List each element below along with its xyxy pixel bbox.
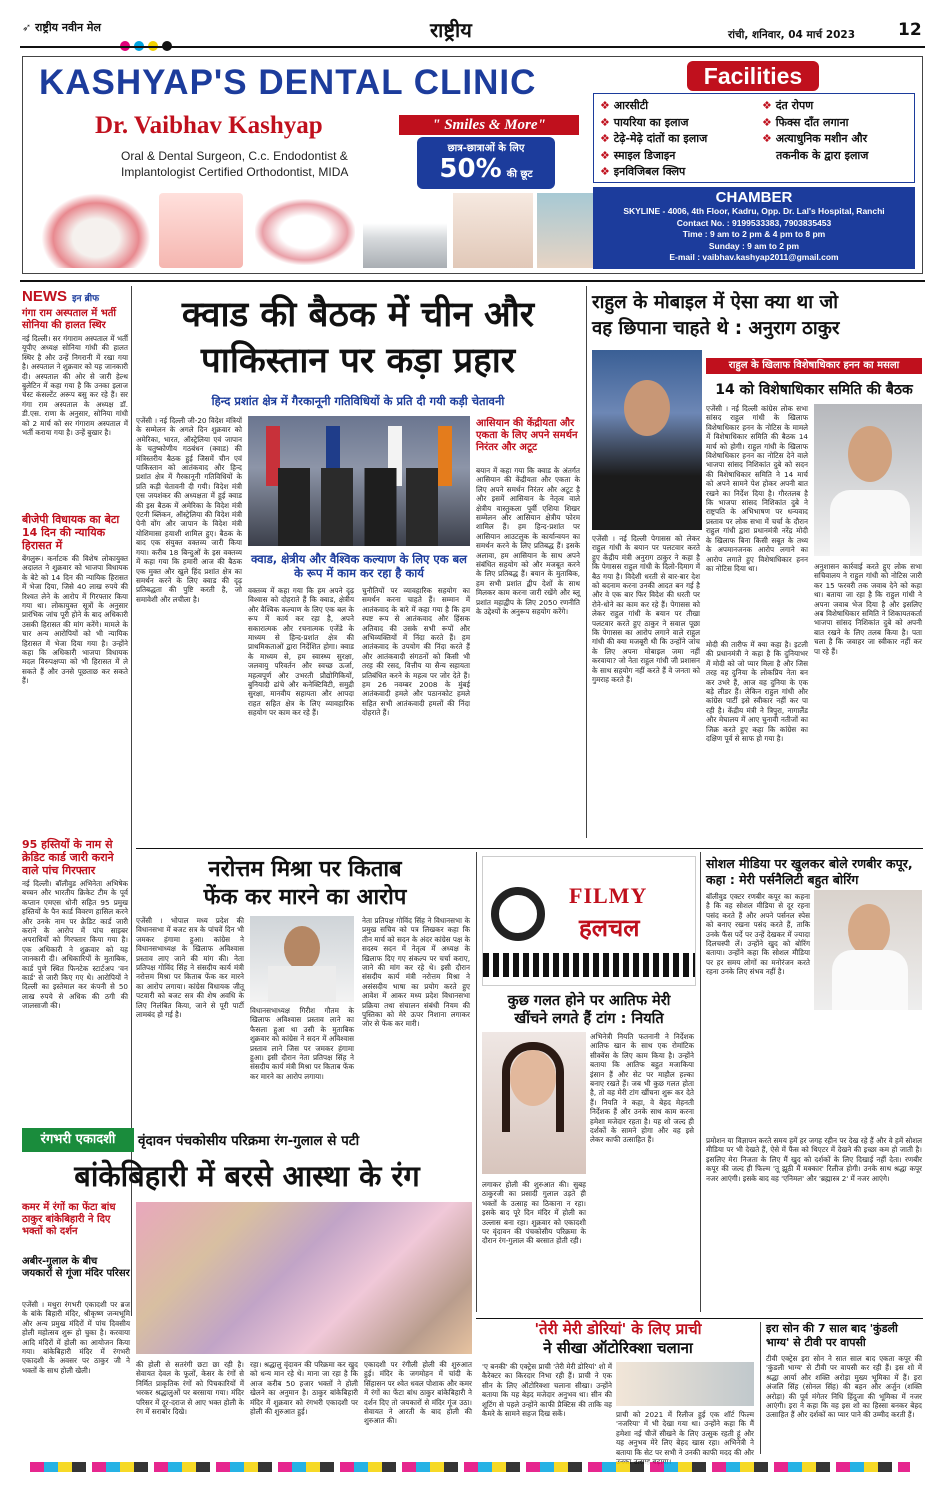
facility-item: ❖ इनविजिबल क्लिप xyxy=(600,165,686,178)
credentials-line-1: Oral & Dental Surgeon, C.c. Endodontist & xyxy=(121,149,348,163)
facility-item: ❖ पायरिया का इलाज xyxy=(600,115,689,129)
offer-box xyxy=(417,137,555,189)
auto-headline: 'तेरी मेरी डोरियां' के लिए प्राची ने सीखा ऑटोरिक्शा चलाना xyxy=(534,1320,702,1357)
narottam-body-col1: एजेंसी । भोपाल मध्य प्रदेश की विधानसभा में बजट सत्र के पांचवें दिन भी जमकर हंगामा हुआ। कांग्रेस ने विधानसभाध्यक्ष के खिलाफ अविश्वास प्रस्ताव लाए जाने की मांग की। नेता प्रतिपक्ष गोविंद सिंह ने संसदीय कार्य मंत्री नरोत्तम मिश्रा पर किताब फेंक कर मारने का आरोप लगाया। कांग्रेस विधायक जीतू पटवारी को बजट सत्र की शेष अवधि के लिए निलंबित किया, जाने से पूरी पार्टी लामबंद हो गई है। xyxy=(136,916,244,1020)
brief-headline: गंगा राम अस्पताल में भर्ती सोनिया की हालत स्थिर xyxy=(22,308,117,331)
halchal-badge: हलचल xyxy=(579,914,640,942)
holi-crowd-photo xyxy=(136,1202,472,1354)
brief-text: नई दिल्ली। सर गंगाराम अस्पताल में भर्ती यूपीए अध्यक्ष सोनिया गांधी की हालत स्थिर है और उन्हें निगरानी में रखा गया है। अस्पताल ने शुक्रवार को यह जानकारी दी। अस्पताल की ओर से जारी हेल्थ बुलेटिन में कहा गया है कि उनका इलाज चेस्ट कंसल्टेंट अरूप बसु कर रहे हैं। सर गंगा राम अस्पताल के अध्यक्ष डॉ. डी.एस. राणा के अनुसार, सोनिया गांधी को 2 मार्च को सर गंगाराम अस्पताल में भर्ती कराया गया है। उन्हें बुखार है। xyxy=(22,334,128,438)
banke-body-col2: की होली से सतरंगी छटा छा रही है। सेवायत देवल के फूलों, केसर के रंगों से निर्मित प्राकृतिक रंगों को पिचकारियों में भरकर श्रद्धालुओं पर बरसाया गया। मंदिर परिसर में दूर-दराज से आए भक्त होली के रंग में सराबोर दिखे। xyxy=(136,1360,244,1417)
quad-headline: क्वाड की बैठक में चीन और पाकिस्तान पर कड़ा प्रहार xyxy=(181,295,535,381)
masthead-center-title: राष्ट्रीय xyxy=(430,18,472,42)
ad-tagline: " Smiles & More" xyxy=(399,115,579,135)
page-number: 12 xyxy=(898,20,922,40)
teeth-closeup-image xyxy=(453,193,533,268)
narottam-mishra-photo xyxy=(250,916,354,1002)
clinic-name: KASHYAP'S DENTAL CLINIC xyxy=(39,63,537,102)
chamber-line: Contact No. : 9199533383, 7903835453 xyxy=(676,217,832,228)
film-strip xyxy=(483,953,695,977)
quad-ministers-photo xyxy=(248,416,470,546)
quad-body-col4: बयान में कहा गया कि क्वाड के अंतर्गत आसियान की केंद्रीयता और एकता के लिए अपने समर्थन निरंतर और अटूट है और इसमें आसियान के नेतृत्व वाले क्षेत्रीय वास्तुकला पूर्वी एशिया शिखर सम्मेलन और आसियान क्षेत्रीय फोरम शामिल हैं। हम हिन्द-प्रशांत पर आसियान आउटलुक के कार्यान्वयन का समर्थन करने के लिए प्रतिबद्ध हैं। इसके अलावा, हम आसियान के साथ अपने संबंधित सहयोग को और मजबूत करने के लिए प्रतिबद्ध हैं। बयान के मुताबिक, हम सभी प्रशांत द्वीप देशों के साथ मिलकर काम करना जारी रखेंगे और ब्लू प्रशांत महाद्वीप के लिए 2050 रणनीति के उद्देश्यों के अनुरूप सहयोग करेंगे। xyxy=(476,466,580,617)
rahul-red-tag: राहुल के खिलाफ विशेषाधिकार हनन का मसला xyxy=(706,358,922,374)
ranbir-kapoor-photo xyxy=(814,890,922,1010)
banke-body-col5: लगाकर होली की शुरुआत की। सुबह ठाकुरजी का प्रसादी गुलाल उड़ते ही भक्तों के उत्साह का ठिकाना न रहा। इसके बाद पूरे दिन मंदिर में होली का उल्लास बना रहा। शुक्रवार को एकादशी पर वृंदावन की पंचकोसीय परिक्रमा के दौरान रंग-गुलाल की बरसात होती रही। xyxy=(482,1180,586,1246)
rahul-headline: राहुल के मोबाइल में ऐसा क्या था जो वह छिपाना चाहते थे : अनुराग ठाकुर xyxy=(592,292,840,339)
niyati-photo xyxy=(482,1032,586,1174)
dentures-image xyxy=(41,193,151,268)
facility-item: तकनीक के द्वारा इलाज xyxy=(776,148,869,162)
facilities-title: Facilities xyxy=(687,61,819,91)
chamber-line: Time : 9 am to 2 pm & 4 pm to 8 pm xyxy=(682,229,826,239)
credentials-line-2: Implantologist Certified Orthodontist, MIDA xyxy=(121,165,349,179)
masthead-date: रांची, शनिवार, 04 मार्च 2023 xyxy=(728,29,856,41)
brief-text: नई दिल्ली। बॉलीवुड अभिनेता अभिषेक बच्चन और भारतीय क्रिकेट टीम के पूर्व कप्तान एमएस धोनी सहित 95 प्रमुख हस्तियों के पैन कार्ड विवरण हासिल करने और उनके नाम पर क्रेडिट कार्ड जारी कराने के आरोप में पांच साइबर अपराधियों को गिरफ्तार किया गया है। एक अधिकारी ने शुक्रवार को यह जानकारी दी। अधिकारियों के मुताबिक, कार्ड पुणे स्थित फिनटेक स्टार्टअप 'वन कार्ड' से जारी किए गए थे। आरोपियों ने दिल्ली का इस्तेमाल कर कंपनी से 50 लाख रुपये से अधिक की ठगी की जालसाजी की। xyxy=(22,879,128,1011)
facilities-right-list xyxy=(762,98,868,164)
banke-side-head-2: अबीर-गुलाल के बीच जयकारों से गूंजा मंदिर परिसर xyxy=(22,1256,130,1279)
rahul-body-col1: एजेंसी । नई दिल्ली पेगासस को लेकर राहुल गांधी के बयान पर पलटवार करते हुए केंद्रीय मंत्री अनुराग ठाकुर ने कहा है कि पेगासस राहुल गांधी के दिलो-दिमाग में बैठ गया है। विदेशी धरती से बार-बार देश को बदनाम करना उनकी आदत बन गई है और वे एक बार फिर विदेश की धरती पर रोने-धोने का काम कर रहे हैं। पेगासस को लेकर राहुल गांधी के बयान पर तीखा पलटवार करते हुए ठाकुर ने सवाल पूछा कि पेगासस का आरोप लगाने वाले राहुल गांधी की क्या मजबूरी थी कि उन्होंने जांच के लिए अपना मोबाइल जमा नहीं करवाया? जो नेता राहुल गांधी जी प्रशासन के साथ सहयोग नहीं करते हैं वे जनता को गुमराह करते हैं। xyxy=(592,534,700,685)
quad-subhead: हिन्द प्रशांत क्षेत्र में गैरकानूनी गतिविधियों के प्रति दी गयी कड़ी चेतावनी xyxy=(211,394,505,408)
auto-body-col1: 'ए बनकी' की एक्ट्रेस प्राची 'तेरी मेरी डोरियां' शो में कैरेक्टर का किरदार निभा रही हैं। प्राची ने एक सीन के लिए ऑटोरिक्शा चलाना सीखा। उन्होंने बताया कि यह बेहद मजेदार अनुभव था। सीन की शूटिंग से पहले उन्होंने काफी प्रैक्टिस की ताकि वह कैमरे के सामने सहज दिख सकें। xyxy=(482,1362,612,1419)
narottam-body-col2: विधानसभाध्यक्ष गिरीश गौतम के खिलाफ अविश्वास प्रस्ताव लाने का फैसला हुआ था उसी के मुताबिक शुक्रवार को कांग्रेस ने सदन में अविश्वास प्रस्ताव लाने जिस पर जमकर हंगामा हुआ। इसी दौरान नेता प्रतिपक्ष सिंह ने संसदीय कार्य मंत्री मिश्रा पर किताब फेंक कर मारने का आरोप लगाया। xyxy=(250,1006,354,1081)
banke-side-head-1: कमर में रंगों का फेंटा बांध ठाकुर बांकेबिहारी ने दिए भक्तों को दर्शन xyxy=(22,1202,116,1237)
film-reel-icon xyxy=(491,887,545,941)
facility-item: ❖ टेढ़े-मेढ़े दांतों का इलाज xyxy=(600,132,708,145)
filmy-body: अभिनेत्री नियति फतनानी ने निर्देशक आतिफ खान के साथ एक रोमांटिक सीक्वेंस के लिए काम किया है। उन्होंने बताया कि आतिफ बहुत मजाकिया इंसान हैं और सेट पर माहौल हल्का बनाए रखते हैं। जब भी कुछ गलत होता है, तो वह मेरी टांग खींचना शुरू कर देते हैं। नियति ने कहा, वे बेहद मेहनती निर्देशक हैं और उनके साथ काम करना हमेशा मजेदार रहता है। यह शो जल्द ही दर्शकों के सामने होगा और वह इसे लेकर काफी उत्साहित हैं। xyxy=(590,1032,694,1145)
banke-body-col4: एकादशी पर रंगीली होली की शुरुआत हुई। मंदिर के जगमोहन में चांदी के सिंहासन पर श्वेत धवल पोशाक और कमर में रंगों का फेंटा बांध ठाकुर बांकेबिहारी ने दर्शन दिए तो जयकारों से मंदिर गूंज उठा। सेवायत ने आरती के बाद होली की शुरुआत की। xyxy=(364,1360,472,1426)
facilities-box xyxy=(593,93,915,183)
quad-side-head: आसियान की केंद्रीयता और एकता के लिए अपने समर्थन निरंतर और अटूट xyxy=(476,418,578,453)
brief-text: बेंगलुरू। कर्नाटक की विशेष लोकायुक्त अदालत ने शुक्रवार को भाजपा विधायक के बेटे को 14 दिन की न्यायिक हिरासत में भेजा दिया, जिसे 40 लाख रुपये की रिश्वत लेने के आरोप में गिरफ्तार किया गया था। लोकायुक्त सूत्रों के अनुसार प्रारंभिक जांच पूरी होने के बाद अधिकारी उसकी हिरासत की मांग करेंगे। मामले के चार अन्य आरोपियों को भी न्यायिक हिरासत में भेजा दिया गया है। उन्होंने कहा कि अधिकारी भाजपा विधायक मदल विरुपक्षप्पा को भी हिरासत में ले सकते हैं और उनसे पूछताछ कर सकते हैं। xyxy=(22,554,128,686)
facility-item: ❖ दंत रोपण xyxy=(762,99,814,112)
rahul-body-col2: मोदी की तारीफ में क्या कहा है। इटली की प्रधानमंत्री ने कहा है कि दुनियाभर में मोदी को जो प्यार मिला है और जिस तरह वह दुनिया के लोकप्रिय नेता बन कर उभरे हैं, आज वह दुनिया के एक बड़े लीडर हैं। लेकिन राहुल गांधी और कांग्रेस पार्टी इसे स्वीकार नहीं कर पा रही है। केंद्रीय मंत्री ने त्रिपुरा, नागालैंड और मेघालय में आए चुनावी नतीजों का जिक्र करते हुए कहा कि कांग्रेस का दक्षिण पूर्व से साफ हो गया है। xyxy=(706,640,808,744)
narottam-headline: नरोत्तम मिश्रा पर किताब फेंक कर मारने का आरोप xyxy=(203,857,407,910)
brief-headline: 95 हस्तियों के नाम से क्रेडिट कार्ड जारी कराने वाले पांच गिरफ्तार xyxy=(22,838,114,877)
chamber-box xyxy=(593,187,915,269)
chamber-line: E-mail : vaibhav.kashyap2011@gmail.com xyxy=(669,252,839,262)
banke-body-col1: एजेंसी । मथुरा रंगभरी एकादशी पर ब्रज के बांके बिहारी मंदिर, श्रीकृष्ण जन्मभूमि और अन्य प्रमुख मंदिरों में पांच दिवसीय होली महोत्सव शुरू हो चुका है। करवाया आदि मंदिरों में होली का आयोजन किया गया। बांकेबिहारी मंदिर में रंगभरी एकादशी के अवसर पर ठाकुर जी ने भक्तों के साथ होली खेली। xyxy=(22,1300,130,1375)
banke-top-headline: वृंदावन पंचकोसीय परिक्रमा रंग-गुलाल से पटी xyxy=(138,1133,360,1149)
rahul-body-col4: अनुशासन कार्रवाई करते हुए लोक सभा सचिवालय ने राहुल गांधी को नोटिस जारी कर 15 फरवरी तक जवाब देने को कहा था। बताया जा रहा है कि राहुल गांधी ने अपना जवाब भेज दिया है और इसलिए अब विशेषाधिकार समिति ने शिकायतकर्ता भाजपा सांसद निशिकांत दुबे को अपनी बात रखने के लिए तलब किया है। पता चला है कि जवाहर जा स्वीकार नहीं कर पा रहे हैं। xyxy=(814,562,922,656)
masthead-brand: ➶ राष्ट्रीय नवीन मेल xyxy=(22,21,101,34)
dental-clinic-ad xyxy=(22,56,923,274)
filmy-badge: FILMY xyxy=(569,883,648,908)
banke-top-bar xyxy=(22,1128,472,1152)
news-in-brief-label: NEWS इन ब्रीफ xyxy=(22,288,100,305)
anurag-thakur-photo xyxy=(592,350,702,530)
braces-teeth-image xyxy=(159,193,243,268)
chamber-title: CHAMBER xyxy=(715,189,793,206)
facility-item: ❖ फिक्स दाँत लगाना xyxy=(762,115,849,129)
ranbir-headline: सोशल मीडिया पर खुलकर बोले रणबीर कपूर, कहा : मेरी पर्सनैलिटी बहुत बोरिंग xyxy=(706,856,913,887)
quad-body-col3: चुनौतियों पर व्यावहारिक सहयोग का समर्थन करना चाहते हैं। सम्मान में आतंकवाद के बारे में कहा गया है कि हम स्पष्ट रूप से आतंकवाद और हिंसक अतिवाद की उसके सभी रूपों और अभिव्यक्तियों में निंदा करते हैं। हम आतंकवाद के उपयोग की निंदा करते हैं और आतंकवादी संगठनों को किसी भी तरह की रसद, वित्तीय या सैन्य सहायता प्रतिबंधित करने के महत्व पर जोर देते हैं। हम 26 नवम्बर 2008 के मुंबई आतंकवादी हमले और पठानकोट हमले सहित सभी आतंकवादी हमलों की निंदा दोहराते हैं। xyxy=(362,586,470,718)
offer-line: छात्र-छात्राओं के लिए xyxy=(447,143,525,154)
offer-suffix: की छूट xyxy=(506,169,533,180)
bird-logo-icon: ➶ xyxy=(22,21,32,34)
color-registration-marks-top xyxy=(0,0,945,16)
ranbir-body-col1: बॉलीवुड एक्टर रणबीर कपूर का कहना है कि वह सोशल मीडिया से दूर रहना पसंद करते हैं और अपने पर्सनल स्पेस को बनाए रखना पसंद करते हैं, ताकि उनके फैंस पर्दे पर उन्हें देखकर में ज्यादा दिलचस्पी लें। उन्होंने खुद को बोरिंग बताया। उन्होंने कहा कि सोशल मीडिया पर हर समय लोगों का मनोरंजन करते रहना उनके लिए संभव नहीं है। xyxy=(706,892,810,977)
facilities-left-list xyxy=(600,98,707,181)
narottam-body-col3: नेता प्रतिपक्ष गोविंद सिंह ने विधानसभा के प्रमुख सचिव को पत्र लिखकर कहा कि तीन मार्च को सदन के अंदर कांग्रेस पक्ष के सदस्य सदन में नेतृत्व में अध्यक्ष के खिलाफ दिए गए संकल्प पर चर्चा कराए, जाने की मांग कर रहे थे। इसी दौरान संसदीय कार्य मंत्री नरोत्तम मिश्रा ने असंसदीय भाषा का प्रयोग करते हुए आवेश में आकर मध्य प्रदेश विधानसभा प्रक्रिया तथा संचालन संबंधी नियम की पुस्तिका को मेरे ऊपर निशाना लगाकर जोर से फेंक कर मारी। xyxy=(362,916,470,1029)
quad-body-col1: एजेंसी । नई दिल्ली जी-20 विदेश मंत्रियों के सम्मेलन के अगले दिन शुक्रवार को अमेरिका, भारत, ऑस्ट्रेलिया एवं जापान के चतुष्कोणीय गठबंधन (क्वाड) की मंत्रिस्तरीय बैठक हुई जिसमें चीन एवं पाकिस्तान को आतंकवाद और हिन्द प्रशांत क्षेत्र में गैरकानूनी गतिविधियों के प्रति कड़ी चेतावनी दी गयी। विदेश मंत्री एस जयशंकर की अध्यक्षता में हुई क्वाड की इस बैठक में अमेरिका के विदेश मंत्री एंटनी ब्लिंकन, ऑस्ट्रेलिया की विदेश मंत्री पेनी वोंग और जापान के विदेश मंत्री योशिमासा हयाशी शामिल हुए। बैठक के बाद एक संयुक्त वक्तव्य जारी किया गया। करीब 18 बिन्दुओं के इस वक्तव्य में कहा गया कि हमारी आज की बैठक एक मुक्त और खुले हिंद प्रशांत क्षेत्र का समर्थन करने के लिए क्वाड की दृढ़ प्रतिबद्धता की पुष्टि करती है, जो समावेशी और लचीला है। xyxy=(136,416,242,604)
prachi-photo xyxy=(616,1362,754,1406)
quad-body-col2: वक्तव्य में कहा गया कि हम अपने दृढ़ विश्वास को दोहराते हैं कि क्वाड, क्षेत्रीय और वैश्विक कल्याण के लिए एक बल के रूप में कार्य कर रहा है, अपने सकारात्मक और रचनात्मक एजेंडे के माध्यम से हिन्द-प्रशांत क्षेत्र की प्राथमिकताओं द्वारा निर्देशित होगा। क्वाड के माध्यम से, हम स्वास्थ्य सुरक्षा, जलवायु परिवर्तन और स्वच्छ ऊर्जा, महत्वपूर्ण और उभरती प्रौद्योगिकियों, बुनियादी ढांचे और कनेक्टिविटी, समुद्री सुरक्षा, मानवीय सहायता और आपदा राहत सहित क्षेत्र के लिए व्यावहारिक सहयोग पर काम कर रहे हैं। xyxy=(248,586,354,718)
rahul-sub-head: 14 को विशेषाधिकार समिति की बैठक xyxy=(715,382,913,398)
facility-item: ❖ स्माइल डिजाइन xyxy=(600,148,676,162)
kundali-headline: इरा सोन की 7 साल बाद 'कुंडली भाग्य' से टीवी पर वापसी xyxy=(766,1322,898,1349)
smile-image xyxy=(255,199,355,265)
chamber-line: SKYLINE - 4006, 4th Floor, Kadru, Opp. Dr. Lal's Hospital, Ranchi xyxy=(623,206,885,216)
offer-value: 50% xyxy=(439,154,502,184)
auto-body-col2: प्राची को 2021 में रिलीज हुई एक शॉर्ट फिल्म 'नजरिया' में भी देखा गया था। उन्होंने कहा कि मैं हमेशा नई चीजें सीखने के लिए उत्सुक रहती हूं और यह अनुभव मेरे लिए बेहद खास रहा। अभिनेत्री ने बताया कि सेट पर सभी ने उनकी काफी मदद की और xyxy=(616,1410,754,1457)
ranbir-body-col2: प्रमोशन या विज्ञापन करते समय हमें हर जगह रहीन पर देख रहे हैं और वे हमें सोशल मीडिया पर भी देखते हैं, ऐसे में फैंस को थिएटर में देखने की इच्छा कम हो जाती है। इसलिए मेरा निजता के लिए मैं खुद को दर्शकों के लिए दिखाई नहीं देता। रणबीर कपूर की जल्द ही फिल्म 'तू झूठी मैं मक्कार' रिलीज होगी। उनके साथ श्रद्धा कपूर नजर आएंगी। इसके बाद वह 'एनिमल' और 'ब्रह्मास्त्र 2' में नजर आएंगे। xyxy=(706,1136,922,1183)
chamber-line: Sunday : 9 am to 2 pm xyxy=(708,240,800,251)
implant-image xyxy=(363,193,447,268)
rahul-body-col3: एजेंसी । नई दिल्ली कांग्रेस लोक सभा सांसद राहुल गांधी के खिलाफ विशेषाधिकार हनन के नोटिस के मामले में विशेषाधिकार समिति की बैठक 14 मार्च को होगी। राहुल गांधी के खिलाफ विशेषाधिकार हनन का नोटिस देने वाले भाजपा सांसद निशिकांत दुबे को सदन की विशेषाधिकार समिति ने 14 मार्च को अपने सामने पेश होकर अपनी बात रखने का निर्देश दिया है। गौरतलब है कि भाजपा सांसद निशिकांत दुबे ने राष्ट्रपति के अभिभाषण पर धन्यवाद प्रस्ताव पर लोक सभा में चर्चा के दौरान राहुल गांधी द्वारा प्रधानमंत्री नरेंद्र मोदी के खिलाफ बिना किसी सबूत के तथ्य के अपमानजनक आरोप लगाने का आरोप लगाते हुए विशेषाधिकार हनन का नोटिस दिया था। xyxy=(706,404,808,573)
filmy-halchal-banner xyxy=(482,856,696,986)
facility-item: ❖ आरसीटी xyxy=(600,99,649,112)
banke-main-headline: बांकेबिहारी में बरसे आस्था के रंग xyxy=(74,1159,420,1193)
rahul-gandhi-photo xyxy=(814,404,922,556)
color-registration-bar-bottom xyxy=(30,1462,910,1472)
brief-headline: बीजेपी विधायक का बेटा 14 दिन की न्यायिक हिरासत में xyxy=(22,513,120,552)
doctor-name: Dr. Vaibhav Kashyap xyxy=(95,112,323,139)
banke-tag: रंगभरी एकादशी xyxy=(22,1128,134,1152)
filmy-headline: कुछ गलत होने पर आतिफ मेरी खींचने लगते हैं टांग : नियति xyxy=(507,993,671,1027)
banke-body-col3: रहा। श्रद्धालु वृंदावन की परिक्रमा कर खुद को धन्य मान रहे थे। माना जा रहा है कि आज करीब 50 हजार भक्तों ने होली खेलने का अनुमान है। ठाकुर बांकेबिहारी मंदिर में शुक्रवार को रंगभरी एकादशी पर होली की शुरुआत हुई। xyxy=(250,1360,358,1417)
quad-photo-caption: क्वाड, क्षेत्रीय और वैश्विक कल्याण के लिए एक बल के रूप में काम कर रहा है कार्य xyxy=(251,552,467,580)
facility-item: ❖ अत्याधुनिक मशीन और xyxy=(762,132,868,145)
kundali-body: टीवी एक्ट्रेस इरा सोन ने सात साल बाद एकता कपूर की 'कुंडली भाग्य' से टीवी पर वापसी कर रही हैं। इस शो में श्रद्धा आर्या और शक्ति अरोड़ा मुख्य भूमिका में हैं। इरा अंजलि सिंह (सोनल सिंह) की बहन और अर्जुन (शक्ति अरोड़ा) की पूर्व मंगेतर निधि हिंदुजा की भूमिका में नजर आएंगी। इरा ने कहा कि वह इस शो का हिस्सा बनकर बेहद उत्साहित हैं और दर्शकों का प्यार पाने की उम्मीद करती हैं। xyxy=(766,1354,922,1420)
